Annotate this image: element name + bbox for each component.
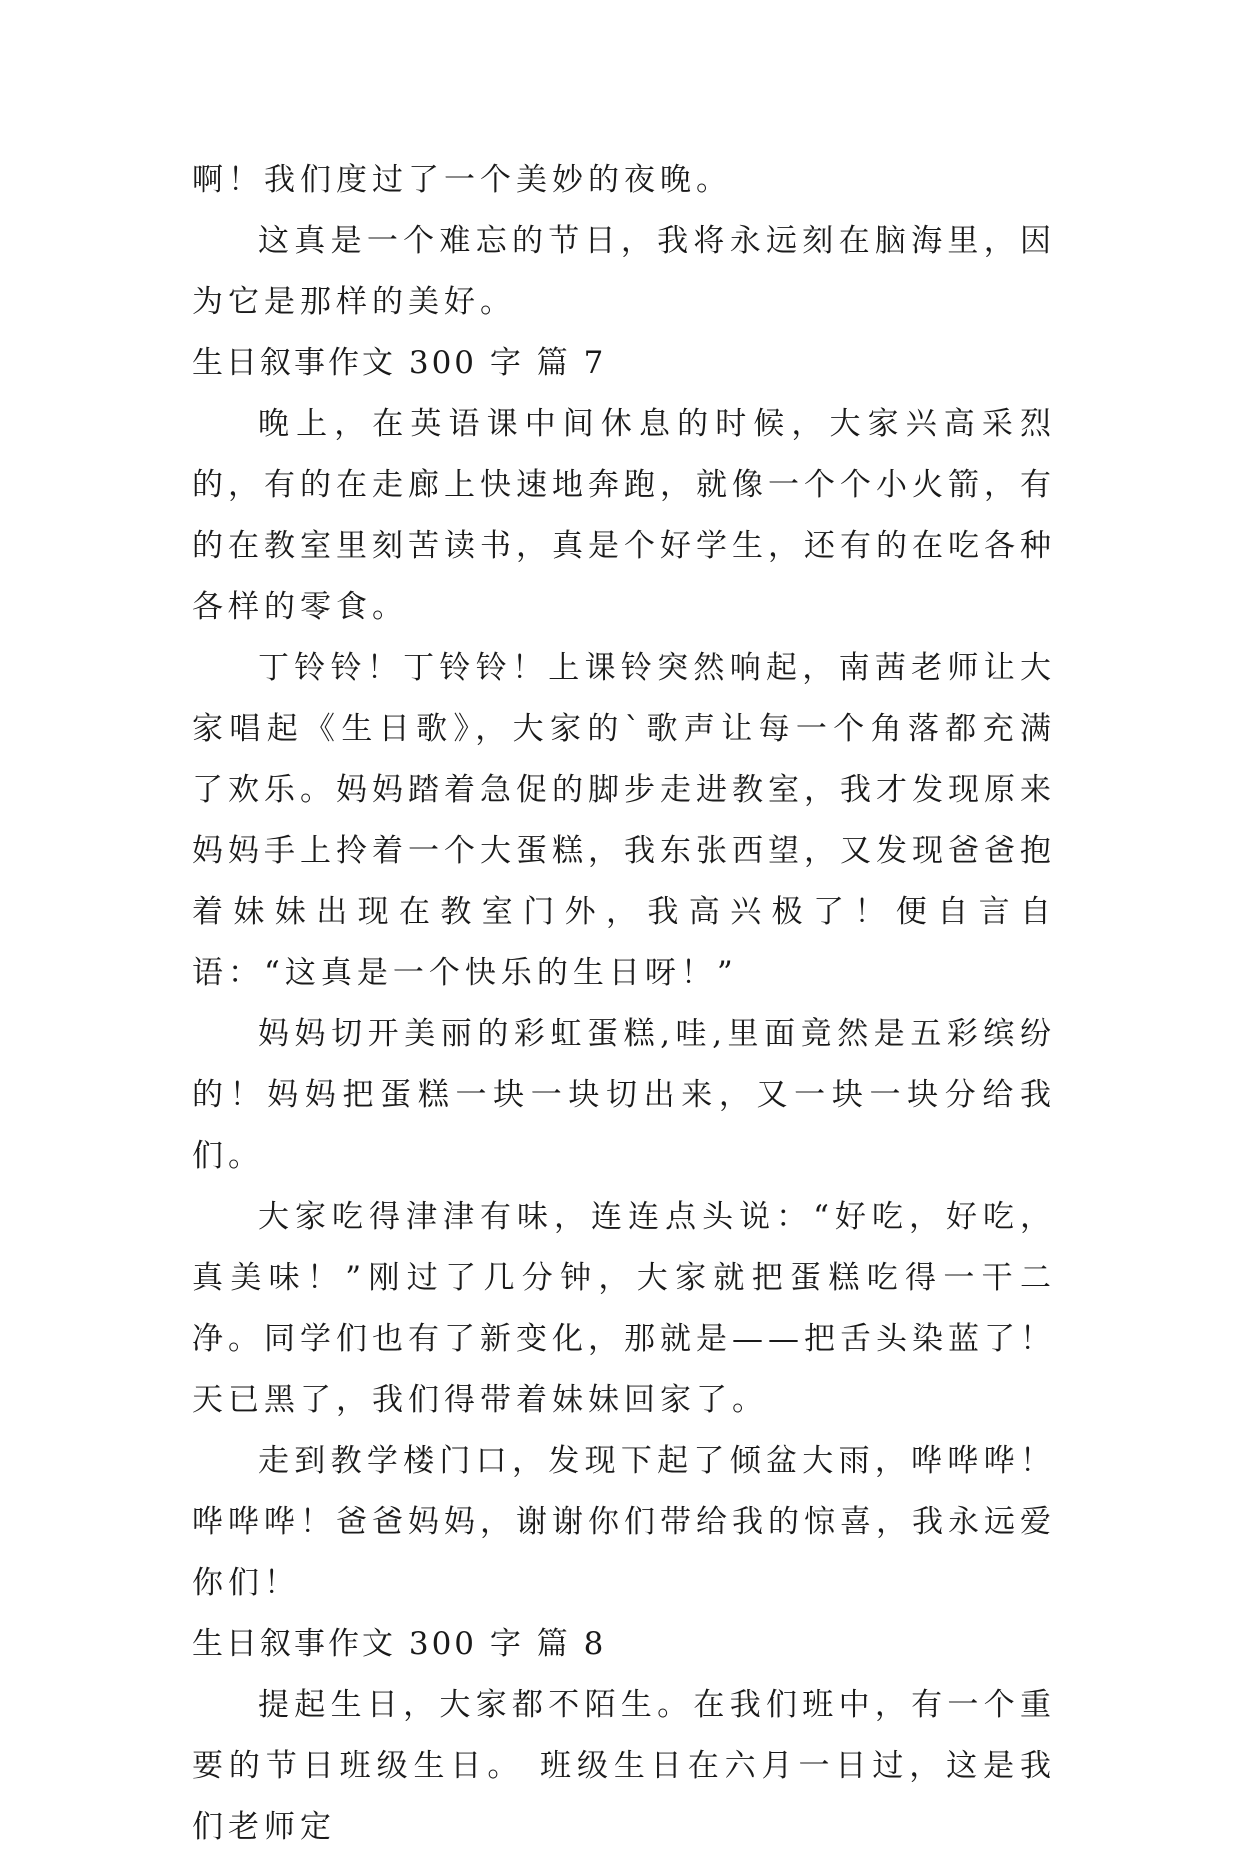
paragraph: 妈妈切开美丽的彩虹蛋糕,哇,里面竟然是五彩缤纷的！妈妈把蛋糕一块一块切出来，又一块一块分给我们。: [192, 1016, 1056, 1174]
paragraph: 这真是一个难忘的节日，我将永远刻在脑海里，因为它是那样的美好。: [192, 223, 1056, 320]
paragraph: 啊！我们度过了一个美妙的夜晚。: [192, 162, 732, 198]
section-heading: 生日叙事作文 300 字 篇 7: [192, 345, 607, 381]
section-heading: 生日叙事作文 300 字 篇 8: [192, 1626, 607, 1662]
paragraph: 走到教学楼门口，发现下起了倾盆大雨，哗哗哗！哗哗哗！爸爸妈妈，谢谢你们带给我的惊喜，我永远爱你们！: [192, 1443, 1056, 1601]
paragraph: 丁铃铃！丁铃铃！上课铃突然响起，南茜老师让大家唱起《生日歌》，大家的`歌声让每一个角落都充满了欢乐。妈妈踏着急促的脚步走进教室，我才发现原来妈妈手上拎着一个大蛋糕，我东张西望，又发现爸爸抱着妹妹出现在教室门外，我高兴极了！便自言自语：“这真是一个快乐的生日呀！”: [192, 650, 1056, 991]
paragraph: 提起生日，大家都不陌生。在我们班中，有一个重要的节日班级生日。 班级生日在六月一日过，这是我们老师定: [192, 1687, 1056, 1845]
paragraph: 大家吃得津津有味，连连点头说：“好吃，好吃，真美味！”刚过了几分钟，大家就把蛋糕吃得一干二净。同学们也有了新变化，那就是——把舌头染蓝了！天已黑了，我们得带着妹妹回家了。: [192, 1199, 1056, 1418]
paragraph: 晚上，在英语课中间休息的时候，大家兴高采烈的，有的在走廊上快速地奔跑，就像一个个小火箭，有的在教室里刻苦读书，真是个好学生，还有的在吃各种各样的零食。: [192, 406, 1056, 625]
document-body: [192, 150, 1056, 1858]
